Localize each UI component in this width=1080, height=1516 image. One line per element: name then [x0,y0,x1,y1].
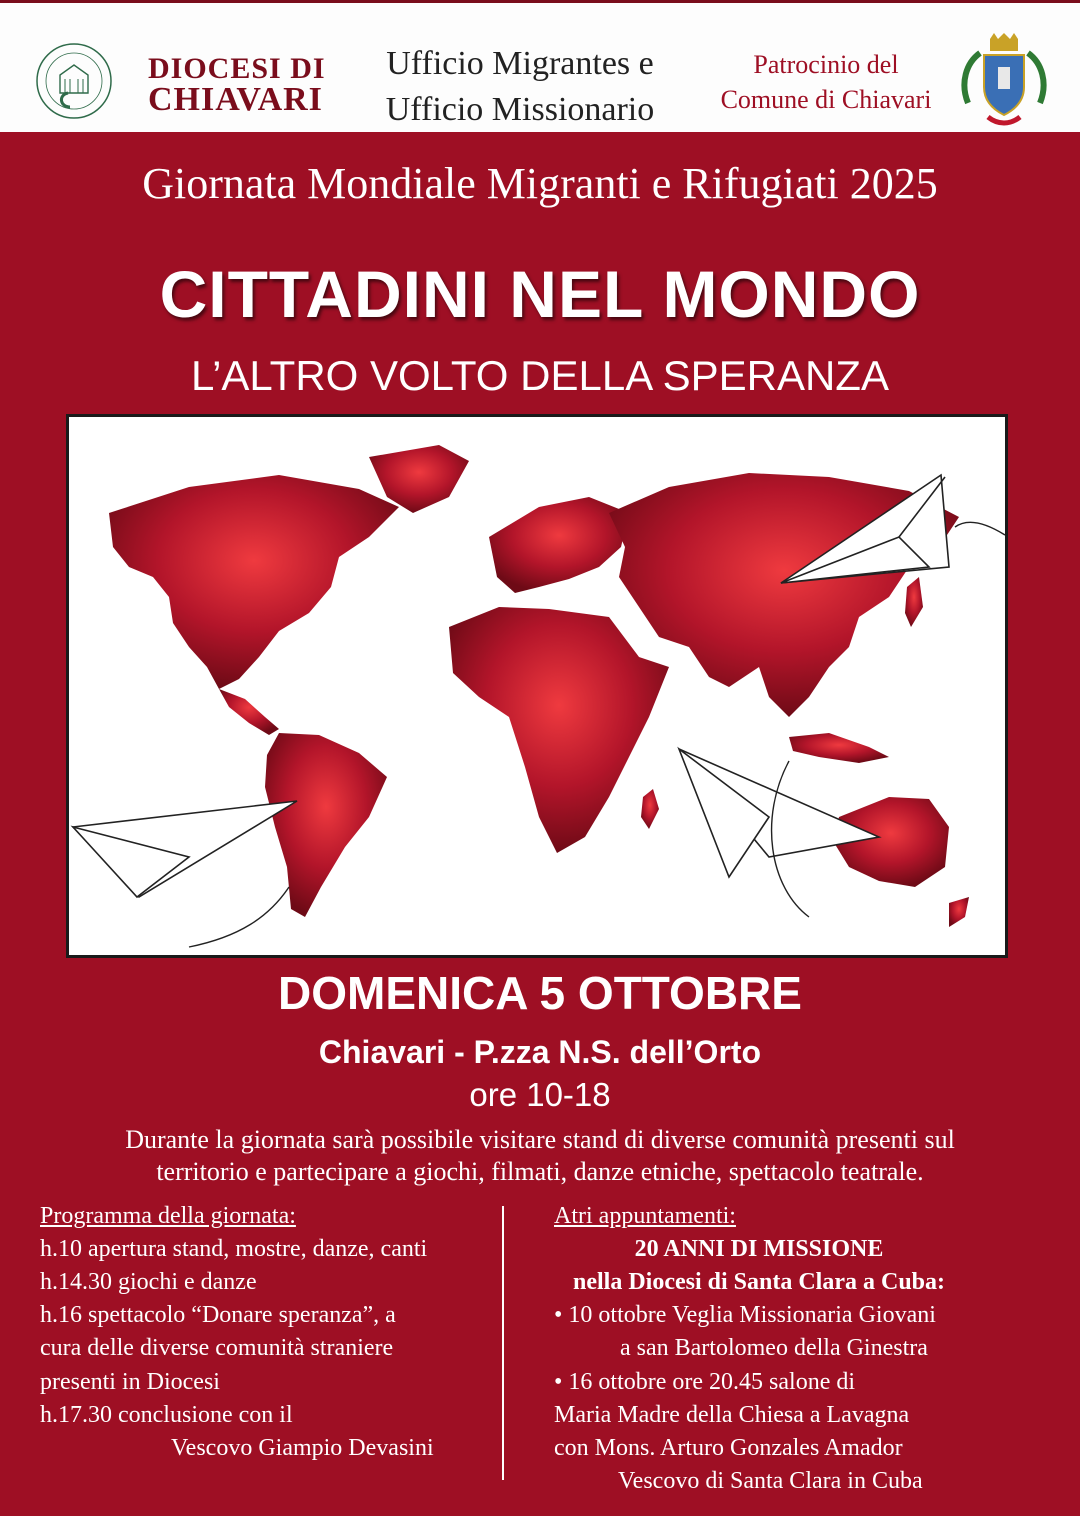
patrocinio-text [714,47,938,118]
africa-shape [449,607,669,853]
programma-line: h.16 spettacolo “Donare speranza”, a [40,1302,396,1329]
continents [109,445,969,927]
appuntamento-line: Maria Madre della Chiesa a Lavagna [554,1401,910,1428]
japan-shape [905,577,923,627]
subtitle: L’ALTRO VOLTO DELLA SPERANZA [191,352,889,399]
programma-line: cura delle diverse comunità straniere [40,1335,394,1362]
appuntamento-line: con Mons. Arturo Gonzales Amador [554,1434,903,1461]
ufficio-line2: Ufficio Missionario [385,91,655,129]
diocesi-seal-icon [34,41,114,121]
central-america-shape [219,689,279,735]
appuntamenti-column [554,1200,1054,1498]
programma-heading: Programma della giornata: [40,1203,296,1229]
programma-line: Vescovo Giampio Devasini [171,1434,434,1461]
missione-title: 20 ANNI DI MISSIONE [634,1236,884,1263]
column-divider [502,1206,504,1480]
missione-subtitle: nella Diocesi di Santa Clara a Cuba: [572,1269,946,1296]
description-line2: territorio e partecipare a giochi, filmati, danze etniche, spettacolo teatrale. [156,1156,924,1186]
patrocinio-line1: Patrocinio del [753,50,899,79]
ufficio-heading [350,41,690,133]
description-line1: Durante la giornata sarà possibile visitare stand di diverse comunità presenti sul [125,1125,955,1154]
madagascar-shape [641,789,659,829]
programma-column [40,1200,490,1465]
appuntamento-line: a san Bartolomeo della Ginestra [620,1335,928,1362]
indonesia-shape [789,733,889,763]
appuntamento-line: • 10 ottobre Veglia Missionaria Giovani [554,1302,936,1329]
programma-line: presenti in Diocesi [40,1368,220,1395]
appuntamento-line: Vescovo di Santa Clara in Cuba [618,1467,923,1494]
giornata-heading: Giornata Mondiale Migranti e Rifugiati 2025 [142,159,938,208]
event-place: Chiavari - P.zza N.S. dell’Orto [318,1034,762,1070]
diocesi-logo-text [148,52,348,118]
paper-plane-icon [73,801,297,897]
programma-line: h.17.30 conclusione con il [40,1401,293,1428]
comune-crest-icon [958,33,1050,129]
world-map-svg [69,417,1005,955]
diocesi-line2: CHIAVARI [148,80,323,118]
europe-shape [489,497,629,593]
north-america-shape [109,475,399,689]
south-america-shape [265,733,387,917]
ufficio-line1: Ufficio Migrantes e [386,45,654,82]
programma-line: h.10 apertura stand, mostre, danze, canti [40,1236,428,1263]
diocesi-line1: DIOCESI DI [148,52,326,85]
patrocinio-line2: Comune di Chiavari [720,85,932,115]
new-zealand-shape [949,897,969,927]
world-map-image [66,414,1008,958]
appuntamenti-heading: Atri appuntamenti: [554,1203,736,1229]
event-date: DOMENICA 5 OTTOBRE [278,967,802,1019]
programma-line: h.14.30 giochi e danze [40,1269,257,1296]
header-bar [0,0,1080,132]
event-hours: ore 10-18 [469,1076,611,1113]
event-description [60,1124,1020,1187]
main-title: CITTADINI NEL MONDO [159,257,921,331]
appuntamento-line: • 16 ottobre ore 20.45 salone di [554,1368,856,1395]
